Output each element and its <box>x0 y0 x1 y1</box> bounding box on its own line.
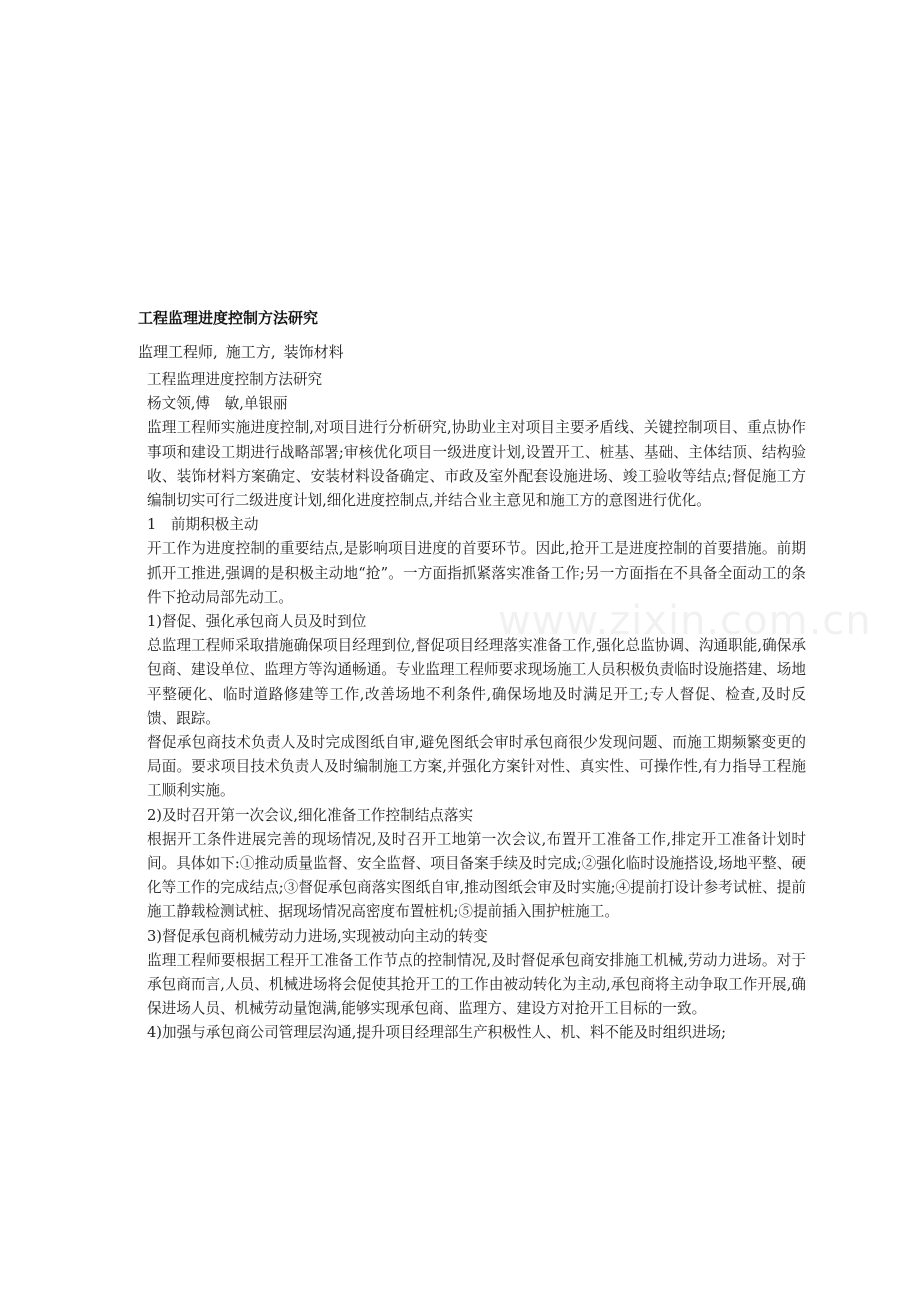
body-paragraph: 监理工程师要根据工程开工准备工作节点的控制情况,及时督促承包商安排施工机械,劳动力进场。对于承包商而言,人员、机械进场将会促使其抢开工的工作由被动转化为主动,承包商将主动争取工作开展,确保进场人员、机械劳动量饱满,能够实现承包商、监理方、建设方对抢开工目标的一致。 <box>147 951 806 1018</box>
document-body <box>147 368 806 1046</box>
document-title: 工程监理进度控制方法研究 <box>138 309 319 327</box>
authors-line: 杨文领,傅 敏,单银丽 <box>147 395 288 413</box>
keyword: 装饰材料 <box>283 343 344 361</box>
document-page <box>138 308 806 1046</box>
subsection-heading: 1)督促、强化承包商人员及时到位 <box>147 613 367 631</box>
body-paragraph: 根据开工条件进展完善的现场情况,及时召开工地第一次会议,布置开工准备工作,排定开工准备计划时间。具体如下:①推动质量监督、安全监督、项目备案手续及时完成;②强化临时设施搭设,场地平整、硬化等工作的完成结点;③督促承包商落实图纸自审,推动图纸会审及时实施;④提前打设计参考试桩、提前施工静载检测试桩、据现场情况高密度布置桩机;⑤提前插入围护桩施工。 <box>147 830 806 921</box>
body-paragraph: 开工作为进度控制的重要结点,是影响项目进度的首要环节。因此,抢开工是进度控制的首要措施。前期抓开工推进,强调的是积极主动地“抢”。一方面指抓紧落实准备工作;另一方面指在不具备全面动工的条件下抢动局部先动工。 <box>147 540 806 606</box>
subsection-heading: 2)及时召开第一次会议,细化准备工作控制结点落实 <box>147 806 474 824</box>
body-paragraph: 监理工程师实施进度控制,对项目进行分析研究,协助业主对项目主要矛盾线、关键控制项目、重点协作事项和建设工期进行战略部署;审核优化项目一级进度计划,设置开工、桩基、基础、主体结顶、结构验收、装饰材料方案确定、安装材料设备确定、市政及室外配套设施进场、竣工验收等结点;督促施工方编制切实可行二级进度计划,细化进度控制点,并结合业主意见和施工方的意图进行优化。 <box>147 419 806 510</box>
section-heading: 1 前期积极主动 <box>147 516 259 534</box>
body-paragraph: 总监理工程师采取措施确保项目经理到位,督促项目经理落实准备工作,强化总监协调、沟通职能,确保承包商、建设单位、监理方等沟通畅通。专业监理工程师要求现场施工人员积极负责临时设施搭建、场地平整硬化、临时道路修建等工作,改善场地不利条件,确保场地及时满足开工;专人督促、检查,及时反馈、跟踪。 <box>147 637 806 727</box>
keyword-separator: , <box>213 343 218 361</box>
subsection-heading: 4)加强与承包商公司管理层沟通,提升项目经理部生产积极性人、机、料不能及时组织进场; <box>147 1024 727 1042</box>
watermark: www.zixin.com.cn <box>498 598 872 644</box>
keyword-separator: , <box>270 343 276 361</box>
keywords-line <box>138 342 806 362</box>
keyword: 监理工程师 <box>138 343 214 361</box>
article-subtitle: 工程监理进度控制方法研究 <box>147 371 323 388</box>
keyword: 施工方 <box>225 343 271 361</box>
subsection-heading: 3)督促承包商机械劳动力进场,实现被动向主动的转变 <box>147 927 488 945</box>
body-paragraph: 督促承包商技术负责人及时完成图纸自审,避免图纸会审时承包商很少发现问题、而施工期频繁变更的局面。要求项目技术负责人及时编制施工方案,并强化方案针对性、真实性、可操作性,有力指导工程施工顺利实施。 <box>147 734 806 800</box>
